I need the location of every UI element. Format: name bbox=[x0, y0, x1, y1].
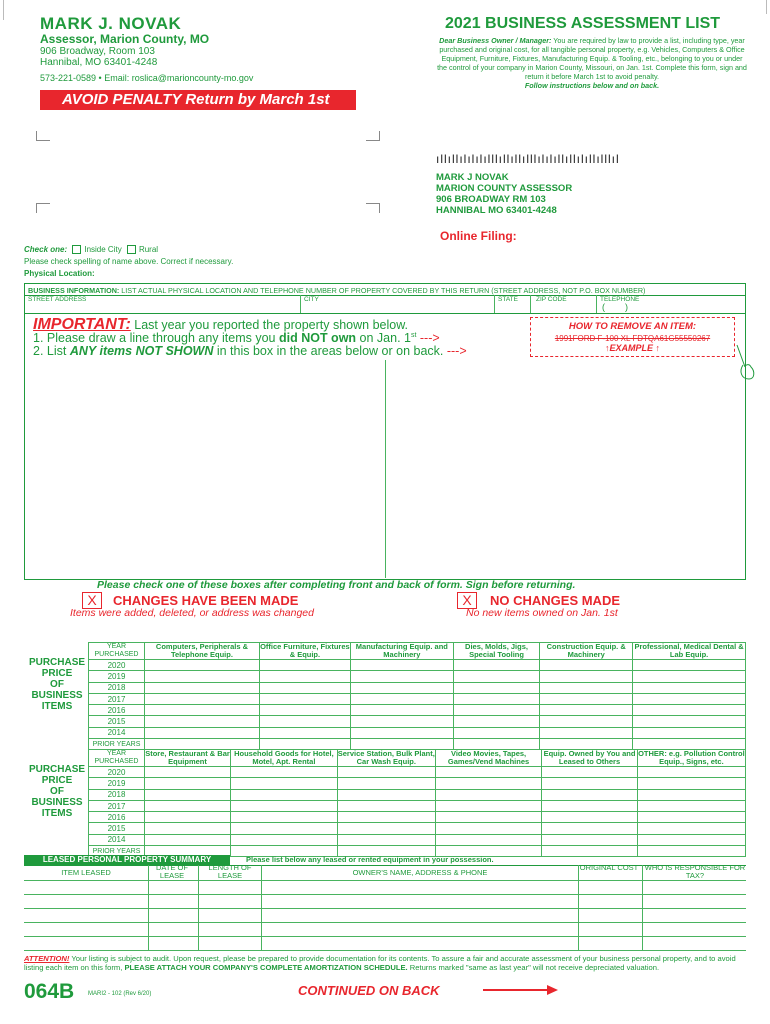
hand-pen-icon bbox=[735, 343, 757, 381]
price-cell[interactable] bbox=[453, 727, 539, 738]
price-cell[interactable] bbox=[633, 705, 746, 716]
leased-responsible-header: WHO IS RESPONSIBLE FOR TAX? bbox=[644, 863, 746, 880]
leased-note: Please list below any leased or rented equipment in your possession. bbox=[246, 855, 494, 864]
table2-side-4: ITEMS bbox=[41, 808, 73, 819]
price-cell[interactable] bbox=[231, 778, 338, 789]
leased-length-header: LENGTH OF LEASE bbox=[208, 863, 252, 880]
col-header: Service Station, Bulk Plant, Car Wash Equip. bbox=[337, 749, 435, 766]
col-header: Equip. Owned by You and Leased to Others bbox=[543, 749, 636, 766]
col-header: Construction Equip. & Machinery bbox=[540, 643, 633, 660]
physical-location-label: Physical Location: bbox=[24, 269, 95, 278]
important-line-1b: did NOT own bbox=[278, 331, 357, 345]
form-number: 064B bbox=[24, 980, 75, 1003]
price-cell[interactable] bbox=[145, 671, 260, 682]
col-header: Manufacturing Equip. and Machinery bbox=[350, 643, 453, 660]
mail-line-4: HANNIBAL MO 63401-4248 bbox=[436, 205, 557, 216]
price-cell[interactable] bbox=[259, 727, 350, 738]
divider bbox=[530, 295, 531, 313]
price-cell[interactable] bbox=[145, 705, 260, 716]
attention-paragraph bbox=[24, 954, 746, 972]
form-title: 2021 BUSINESS ASSESSMENT LIST bbox=[445, 15, 721, 32]
corner-mark bbox=[366, 131, 380, 141]
no-changes-sub: No new items owned on Jan. 1st bbox=[466, 607, 618, 619]
price-cell[interactable] bbox=[542, 846, 638, 857]
check-one-row bbox=[24, 245, 158, 254]
price-cell[interactable] bbox=[435, 778, 541, 789]
edge-mark bbox=[3, 0, 4, 20]
revision: MARI2 - 102 (Rev 6/20) bbox=[88, 991, 152, 997]
state-label: STATE bbox=[498, 296, 518, 303]
changes-made-checkbox[interactable]: X bbox=[82, 592, 102, 609]
phone-parens: ( ) bbox=[602, 302, 628, 312]
year-cell: 2020 bbox=[89, 660, 145, 671]
business-info-header bbox=[28, 286, 645, 295]
assessor-title: Assessor, Marion County, MO bbox=[40, 32, 210, 46]
price-cell[interactable] bbox=[633, 660, 746, 671]
changes-instruction: Please check one of these boxes after completing front and back of form. Sign before returning. bbox=[97, 579, 576, 591]
price-cell[interactable] bbox=[145, 834, 231, 845]
lease-row-line bbox=[24, 908, 746, 909]
important-line-1c: on Jan. 1 bbox=[356, 331, 411, 345]
price-cell[interactable] bbox=[542, 834, 638, 845]
assessor-contact: 573-221-0589 • Email: roslica@marioncounty-mo.gov bbox=[40, 73, 254, 83]
price-cell[interactable] bbox=[435, 800, 541, 811]
price-cell[interactable] bbox=[542, 789, 638, 800]
col-header: Video Movies, Tapes, Games/Vend Machines bbox=[435, 750, 541, 767]
year-cell: 2016 bbox=[89, 812, 145, 823]
intro-paragraph bbox=[436, 36, 748, 90]
table2-side-2: OF bbox=[50, 786, 64, 797]
important-line-2b: ANY items NOT SHOWN bbox=[69, 344, 214, 358]
divider bbox=[494, 295, 495, 313]
price-cell[interactable] bbox=[145, 812, 231, 823]
price-cell[interactable] bbox=[145, 693, 260, 704]
price-cell[interactable] bbox=[540, 705, 633, 716]
price-cell[interactable] bbox=[453, 660, 539, 671]
year-header: YEAR PURCHASED bbox=[89, 750, 145, 767]
price-cell[interactable] bbox=[540, 693, 633, 704]
price-cell[interactable] bbox=[542, 800, 638, 811]
purchase-table-1 bbox=[88, 642, 746, 750]
price-cell[interactable] bbox=[453, 716, 539, 727]
how-to-remove-title: HOW TO REMOVE AN ITEM: bbox=[568, 321, 697, 332]
assessor-address-2: Hannibal, MO 63401-4248 bbox=[40, 57, 158, 68]
price-cell[interactable] bbox=[145, 800, 231, 811]
price-cell[interactable] bbox=[435, 823, 541, 834]
col-header: Household Goods for Hotel, Motel, Apt. Rental bbox=[231, 750, 338, 767]
price-cell[interactable] bbox=[435, 767, 541, 778]
price-cell[interactable] bbox=[259, 671, 350, 682]
attention-bold: PLEASE ATTACH YOUR COMPANY'S COMPLETE AMORTIZATION SCHEDULE. bbox=[124, 963, 408, 972]
continued-on-back: CONTINUED ON BACK bbox=[298, 983, 440, 998]
business-info-header-text: LIST ACTUAL PHYSICAL LOCATION AND TELEPHONE NUMBER OF PROPERTY COVERED BY THIS RETURN (STREET ADDRESS, NOT P.O. BOX NUMBER) bbox=[119, 286, 646, 295]
business-info-header-bold: BUSINESS INFORMATION: bbox=[28, 286, 120, 295]
purchase-table-2 bbox=[88, 749, 746, 857]
lease-row-line bbox=[24, 894, 746, 895]
lease-row-line bbox=[24, 950, 746, 951]
important-text: Last year you reported the property shown below. bbox=[130, 318, 409, 332]
corner-mark bbox=[366, 203, 380, 213]
price-cell[interactable] bbox=[637, 767, 745, 778]
table1-side-3: BUSINESS bbox=[31, 690, 83, 701]
price-cell[interactable] bbox=[145, 727, 260, 738]
inside-city-checkbox[interactable] bbox=[72, 245, 81, 254]
year-cell: PRIOR YEARS bbox=[89, 739, 145, 750]
price-cell[interactable] bbox=[259, 693, 350, 704]
price-cell[interactable] bbox=[350, 671, 453, 682]
table1-side-4: ITEMS bbox=[41, 701, 73, 712]
col-header: Store, Restaurant & Bar Equipment bbox=[145, 749, 230, 766]
price-cell[interactable] bbox=[540, 671, 633, 682]
price-cell[interactable] bbox=[453, 671, 539, 682]
corner-mark bbox=[36, 131, 50, 141]
table1-side-0: PURCHASE bbox=[28, 657, 86, 668]
street-address-field[interactable] bbox=[24, 313, 746, 314]
price-cell[interactable] bbox=[337, 778, 435, 789]
price-cell[interactable] bbox=[350, 693, 453, 704]
important-word: IMPORTANT: bbox=[33, 316, 131, 333]
attention-label: ATTENTION! bbox=[24, 954, 70, 963]
penalty-banner: AVOID PENALTY Return by March 1st bbox=[40, 90, 356, 110]
price-cell[interactable] bbox=[259, 682, 350, 693]
price-cell[interactable] bbox=[145, 823, 231, 834]
changes-made-sub: Items were added, deleted, or address was changed bbox=[70, 607, 314, 619]
price-cell[interactable] bbox=[145, 682, 260, 693]
price-cell[interactable] bbox=[337, 823, 435, 834]
price-cell[interactable] bbox=[350, 705, 453, 716]
year-cell: PRIOR YEARS bbox=[89, 846, 145, 857]
price-cell[interactable] bbox=[145, 789, 231, 800]
important-line-1: 1. Please draw a line through any items you did NOT own on Jan. 1st ---> bbox=[33, 331, 440, 345]
year-cell: 2018 bbox=[89, 789, 145, 800]
price-cell[interactable] bbox=[633, 671, 746, 682]
year-cell: 2018 bbox=[89, 682, 145, 693]
year-cell: 2017 bbox=[89, 800, 145, 811]
important-line-2c: in this box in the areas below or on back. bbox=[213, 344, 444, 358]
how-to-remove-example-item: 1991FORD F-100 XL FDTQA61G55550267 bbox=[554, 334, 711, 343]
price-cell[interactable] bbox=[259, 660, 350, 671]
how-to-remove-box bbox=[530, 317, 735, 357]
price-cell[interactable] bbox=[637, 789, 745, 800]
table2-side-3: BUSINESS bbox=[31, 797, 83, 808]
edge-mark bbox=[766, 0, 767, 14]
important-line-2: 2. List ANY items NOT SHOWN in this box in the areas below or on back. ---> bbox=[33, 344, 467, 358]
intro-follow: Follow instructions below and on back. bbox=[524, 81, 660, 90]
year-cell: 2016 bbox=[89, 705, 145, 716]
changes-made-label: CHANGES HAVE BEEN MADE bbox=[113, 593, 299, 608]
zip-label: ZIP CODE bbox=[536, 296, 567, 303]
price-cell[interactable] bbox=[540, 660, 633, 671]
year-cell: 2017 bbox=[89, 693, 145, 704]
attention-text: Your listing is subject to audit. Upon request, please be prepared to provide documentation for its contents. To assure a fair and accurate assessment of your business personal property, and to avoid listing each item on this form, bbox=[24, 954, 736, 972]
important-line-2a: 2. List bbox=[33, 344, 70, 358]
price-cell[interactable] bbox=[231, 767, 338, 778]
price-cell[interactable] bbox=[145, 778, 231, 789]
inside-city-label: Inside City bbox=[84, 245, 122, 254]
important-line-1a: 1. Please draw a line through any items you bbox=[33, 331, 279, 345]
price-cell[interactable] bbox=[350, 660, 453, 671]
col-header: OTHER: e.g. Pollution Control Equip., Signs, etc. bbox=[638, 749, 745, 766]
mailing-address bbox=[436, 172, 572, 216]
lease-row-line bbox=[24, 880, 746, 881]
col-header: Dies, Molds, Jigs, Special Tooling bbox=[453, 643, 539, 660]
price-cell[interactable] bbox=[350, 682, 453, 693]
price-cell[interactable] bbox=[231, 812, 338, 823]
attention-tail: Returns marked "same as last year" will not receive depreciated valuation. bbox=[407, 963, 660, 972]
table1-side-2: OF bbox=[50, 679, 64, 690]
price-cell[interactable] bbox=[350, 727, 453, 738]
intro-bold: Dear Business Owner / Manager: bbox=[439, 36, 552, 45]
price-cell[interactable] bbox=[637, 834, 745, 845]
price-cell[interactable] bbox=[435, 789, 541, 800]
table2-side-0: PURCHASE bbox=[28, 764, 86, 775]
price-cell[interactable] bbox=[637, 800, 745, 811]
price-cell[interactable] bbox=[637, 846, 745, 857]
price-cell[interactable] bbox=[633, 693, 746, 704]
price-cell[interactable] bbox=[637, 823, 745, 834]
arrow-right-icon bbox=[483, 984, 559, 996]
leased-item-header: ITEM LEASED bbox=[61, 868, 111, 877]
price-cell[interactable] bbox=[337, 812, 435, 823]
price-cell[interactable] bbox=[453, 693, 539, 704]
city-label: CITY bbox=[304, 296, 319, 303]
price-cell[interactable] bbox=[633, 682, 746, 693]
col-header: Computers, Peripherals & Telephone Equip. bbox=[145, 643, 260, 660]
barcode: ıllıllılılılılllıllıllılllılılıllıllılıllılllıl bbox=[436, 152, 620, 166]
table1-side-label bbox=[24, 657, 90, 712]
leased-cost-header: ORIGINAL COST bbox=[579, 863, 639, 872]
price-cell[interactable] bbox=[145, 716, 260, 727]
price-cell[interactable] bbox=[259, 705, 350, 716]
price-cell[interactable] bbox=[231, 789, 338, 800]
price-cell[interactable] bbox=[435, 812, 541, 823]
rural-label: Rural bbox=[138, 245, 159, 254]
price-cell[interactable] bbox=[231, 823, 338, 834]
assessor-address-1: 906 Broadway, Room 103 bbox=[40, 46, 155, 57]
year-cell: 2014 bbox=[89, 727, 145, 738]
year-header: YEAR PURCHASED bbox=[89, 643, 145, 660]
price-cell[interactable] bbox=[453, 705, 539, 716]
leased-date-header: DATE OF LEASE bbox=[156, 863, 188, 880]
price-cell[interactable] bbox=[350, 716, 453, 727]
street-address-label: STREET ADDRESS bbox=[28, 296, 87, 303]
price-cell[interactable] bbox=[435, 834, 541, 845]
price-cell[interactable] bbox=[453, 682, 539, 693]
mail-line-3: 906 BROADWAY RM 103 bbox=[436, 194, 546, 205]
check-one-label: Check one: bbox=[24, 245, 68, 254]
price-cell[interactable] bbox=[337, 767, 435, 778]
price-cell[interactable] bbox=[542, 812, 638, 823]
leased-owner-header: OWNER'S NAME, ADDRESS & PHONE bbox=[352, 868, 488, 877]
intro-text: You are required by law to provide a list, including type, year purchased and original cost, for all tangible personal property, e.g. Vehicles, Computers & Office Equipment, Furniture, Fixtures, Manufacturing Equip. & Tooling, etc., belonging to you or under the control of your company in Marion County, Missouri, on Jan. 1st. Complete this form, sign and return it before March 1st to avoid penalty. bbox=[437, 36, 747, 81]
year-cell: 2015 bbox=[89, 823, 145, 834]
table2-side-1: PRICE bbox=[41, 775, 73, 786]
price-cell[interactable] bbox=[337, 834, 435, 845]
price-cell[interactable] bbox=[633, 727, 746, 738]
year-cell: 2014 bbox=[89, 834, 145, 845]
col-header: Professional, Medical Dental & Lab Equip. bbox=[634, 642, 744, 659]
lease-row-line bbox=[24, 922, 746, 923]
how-to-remove-example-label: ↑EXAMPLE ↑ bbox=[604, 343, 660, 353]
mail-line-2: MARION COUNTY ASSESSOR bbox=[436, 183, 573, 194]
price-cell[interactable] bbox=[145, 767, 231, 778]
price-cell[interactable] bbox=[337, 789, 435, 800]
no-changes-checkbox[interactable]: X bbox=[457, 592, 477, 609]
year-cell: 2019 bbox=[89, 671, 145, 682]
price-cell[interactable] bbox=[231, 834, 338, 845]
divider bbox=[385, 360, 386, 578]
price-cell[interactable] bbox=[633, 716, 746, 727]
leased-title: LEASED PERSONAL PROPERTY SUMMARY bbox=[24, 855, 230, 865]
table1-side-1: PRICE bbox=[41, 668, 73, 679]
important-line-1sup: st bbox=[410, 331, 417, 339]
price-cell[interactable] bbox=[231, 800, 338, 811]
spelling-note: Please check spelling of name above. Correct if necessary. bbox=[24, 257, 234, 266]
price-cell[interactable] bbox=[637, 812, 745, 823]
price-cell[interactable] bbox=[337, 800, 435, 811]
price-cell[interactable] bbox=[542, 823, 638, 834]
price-cell[interactable] bbox=[259, 716, 350, 727]
price-cell[interactable] bbox=[540, 716, 633, 727]
online-filing: Online Filing: bbox=[440, 229, 517, 243]
no-changes-label: NO CHANGES MADE bbox=[490, 593, 621, 608]
telephone-label: TELEPHONE bbox=[600, 296, 640, 303]
year-cell: 2015 bbox=[89, 716, 145, 727]
year-cell: 2019 bbox=[89, 778, 145, 789]
year-cell: 2020 bbox=[89, 767, 145, 778]
divider bbox=[596, 295, 597, 313]
price-cell[interactable] bbox=[542, 767, 638, 778]
col-header: Office Furniture, Fixtures & Equip. bbox=[260, 642, 350, 659]
divider bbox=[300, 295, 301, 313]
corner-mark bbox=[36, 203, 50, 213]
lease-row-line bbox=[24, 936, 746, 937]
assessor-name: MARK J. NOVAK bbox=[40, 14, 182, 33]
price-cell[interactable] bbox=[540, 727, 633, 738]
price-cell[interactable] bbox=[637, 778, 745, 789]
mail-line-1: MARK J NOVAK bbox=[436, 172, 509, 183]
price-cell[interactable] bbox=[542, 778, 638, 789]
price-cell[interactable] bbox=[145, 660, 260, 671]
price-cell[interactable] bbox=[540, 682, 633, 693]
table2-side-label bbox=[24, 764, 90, 819]
rural-checkbox[interactable] bbox=[127, 245, 136, 254]
